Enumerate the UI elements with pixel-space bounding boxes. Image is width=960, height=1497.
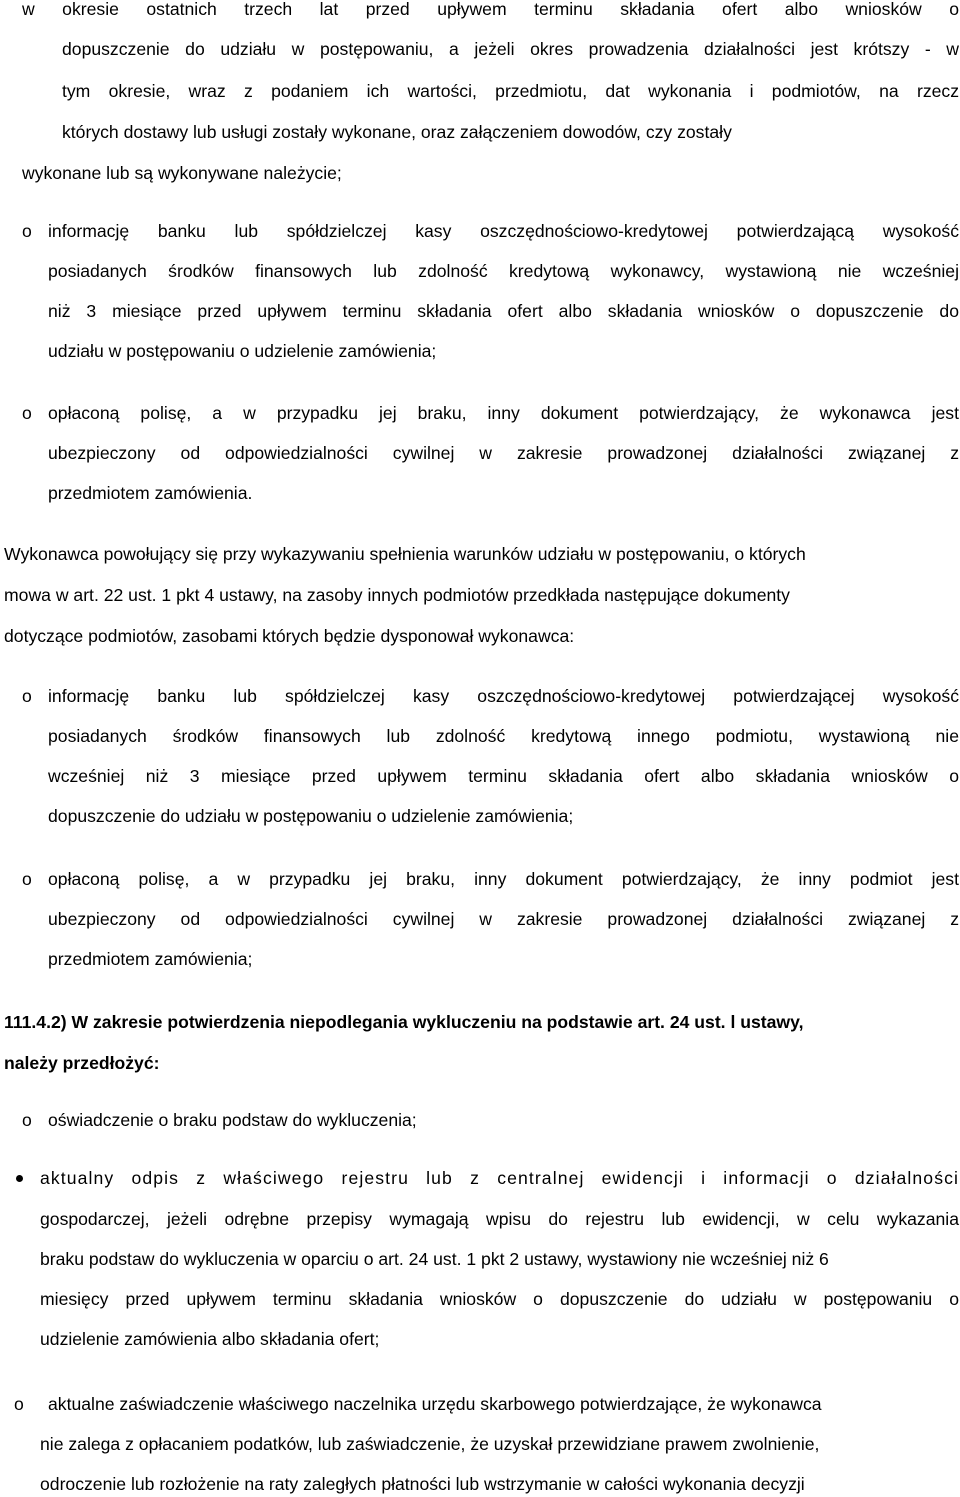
section-heading: 111.4.2) W zakresie potwierdzenia niepodlegania wykluczeniu na podstawie art. 24 ust. l ustawy, [4, 1012, 804, 1032]
text-line: dopuszczenie do udziału w postępowaniu, a jeżeli okres prowadzenia działalności jest krótszy - w [62, 39, 959, 59]
list-marker: o [14, 1394, 24, 1414]
text-line: ubezpieczony od odpowiedzialności cywilnej w zakresie prowadzonej działalności związanej z [48, 443, 959, 463]
text-line: przedmiotem zamówienia. [48, 483, 253, 503]
list-marker: o [22, 869, 32, 889]
text-line: odroczenie lub rozłożenie na raty zaległych płatności lub wstrzymanie w całości wykonania decyzji [40, 1474, 805, 1494]
text-line: dopuszczenie do udziału w postępowaniu o udzielenie zamówienia; [48, 806, 574, 826]
text-line: w okresie ostatnich trzech lat przed upływem terminu składania ofert albo wniosków o [22, 0, 959, 19]
list-marker: o [22, 403, 32, 423]
bullet-icon [16, 1175, 23, 1182]
text-line: gospodarczej, jeżeli odrębne przepisy wymagają wpisu do rejestru lub ewidencji, w celu wykazania [40, 1209, 959, 1229]
text-line: których dostawy lub usługi zostały wykonane, oraz załączeniem dowodów, czy zostały [62, 122, 732, 142]
text-line: dotyczące podmiotów, zasobami których będzie dysponował wykonawca: [4, 626, 575, 646]
text-line: braku podstaw do wykluczenia w oparciu o art. 24 ust. 1 pkt 2 ustawy, wystawiony nie wcześniej niż 6 [40, 1249, 829, 1269]
list-marker: o [22, 221, 32, 241]
text-line: tym okresie, wraz z podaniem ich wartości, przedmiotu, dat wykonania i podmiotów, na rzecz [62, 81, 959, 101]
text-line: aktualny odpis z właściwego rejestru lub z centralnej ewidencji i informacji o działalności [40, 1168, 959, 1188]
text-line: opłaconą polisę, a w przypadku jej braku, inny dokument potwierdzający, że wykonawca jest [48, 403, 959, 423]
text-line: udzielenie zamówienia albo składania ofert; [40, 1329, 380, 1349]
text-line: mowa w art. 22 ust. 1 pkt 4 ustawy, na zasoby innych podmiotów przedkłada następujące dokumenty [4, 585, 790, 605]
text-line: wykonane lub są wykonywane należycie; [22, 163, 342, 183]
text-line: przedmiotem zamówienia; [48, 949, 253, 969]
text-line: informację banku lub spółdzielczej kasy oszczędnościowo-kredytowej potwierdzającą wysokość [48, 221, 959, 241]
text-line: wcześniej niż 3 miesiące przed upływem terminu składania ofert albo składania wniosków o [48, 766, 959, 786]
section-heading: należy przedłożyć: [4, 1053, 160, 1073]
text-line: opłaconą polisę, a w przypadku jej braku, inny dokument potwierdzający, że inny podmiot jest [48, 869, 959, 889]
text-line: oświadczenie o braku podstaw do wykluczenia; [48, 1110, 417, 1130]
text-line: ubezpieczony od odpowiedzialności cywilnej w zakresie prowadzonej działalności związanej z [48, 909, 959, 929]
text-line: Wykonawca powołujący się przy wykazywaniu spełnienia warunków udziału w postępowaniu, o których [4, 544, 806, 564]
text-line: miesięcy przed upływem terminu składania wniosków o dopuszczenie do udziału w postępowaniu o [40, 1289, 959, 1309]
text-line: niż 3 miesiące przed upływem terminu składania ofert albo składania wniosków o dopuszczenie do [48, 301, 959, 321]
text-line: posiadanych środków finansowych lub zdolność kredytową wykonawcy, wystawioną nie wcześniej [48, 261, 959, 281]
list-marker: o [22, 686, 32, 706]
text-line: informację banku lub spółdzielczej kasy oszczędnościowo-kredytowej potwierdzającej wysokość [48, 686, 959, 706]
list-marker: o [22, 1110, 32, 1130]
text-line: nie zalega z opłacaniem podatków, lub zaświadczenie, że uzyskał przewidziane prawem zwolnienie, [40, 1434, 820, 1454]
text-line: udziału w postępowaniu o udzielenie zamówienia; [48, 341, 437, 361]
text-line: aktualne zaświadczenie właściwego naczelnika urzędu skarbowego potwierdzające, że wykonawca [48, 1394, 822, 1414]
text-line: posiadanych środków finansowych lub zdolność kredytową innego podmiotu, wystawioną nie [48, 726, 959, 746]
